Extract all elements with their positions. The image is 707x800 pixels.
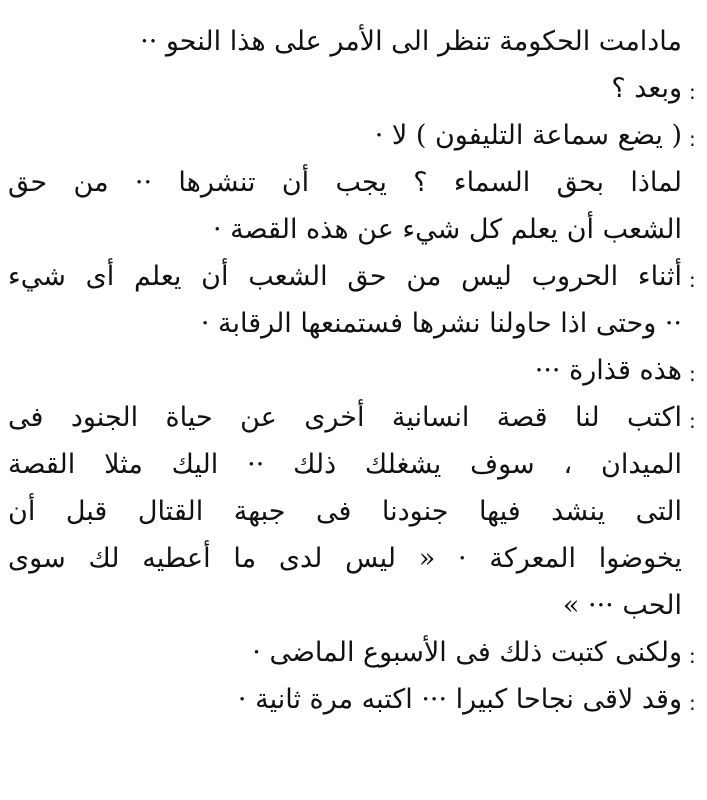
text-line: الميدان ، سوف يشغلك ذلك ·· اليك مثلا القصة <box>8 449 682 480</box>
speaker-marker: : <box>689 691 696 715</box>
text-line: وبعد ؟ <box>611 73 682 104</box>
speaker-marker: : <box>689 362 696 386</box>
text-line: مادامت الحكومة تنظر الى الأمر على هذا النحو ·· <box>140 26 682 57</box>
speaker-marker: : <box>689 127 696 151</box>
text-line: الشعب أن يعلم كل شيء عن هذه القصة · <box>213 214 682 245</box>
speaker-marker: : <box>689 80 696 104</box>
speaker-marker: : <box>689 409 696 433</box>
text-line: ·· وحتى اذا حاولنا نشرها فستمنعها الرقابة · <box>200 308 682 339</box>
text-line: ولكنى كتبت ذلك فى الأسبوع الماضى · <box>252 637 682 668</box>
text-line: ( يضع سماعة التليفون ) لا · <box>374 120 682 151</box>
text-line: الحب ··· » <box>562 590 682 621</box>
text-line: وقد لاقى نجاحا كبيرا ··· اكتبه مرة ثانية · <box>237 684 682 715</box>
text-line: أثناء الحروب ليس من حق الشعب أن يعلم أى شيء <box>8 261 682 292</box>
speaker-marker: : <box>689 268 696 292</box>
text-line: لماذا بحق السماء ؟ يجب أن تنشرها ·· من حق <box>8 167 682 198</box>
speaker-marker: : <box>689 644 696 668</box>
text-line: يخوضوا المعركة · « ليس لدى ما أعطيه لك سوى <box>8 543 682 574</box>
text-line: اكتب لنا قصة انسانية أخرى عن حياة الجنود فى <box>8 402 682 433</box>
text-line: التى ينشد فيها جنودنا فى جبهة القتال قبل أن <box>8 496 682 527</box>
text-line: هذه قذارة ··· <box>534 355 682 386</box>
